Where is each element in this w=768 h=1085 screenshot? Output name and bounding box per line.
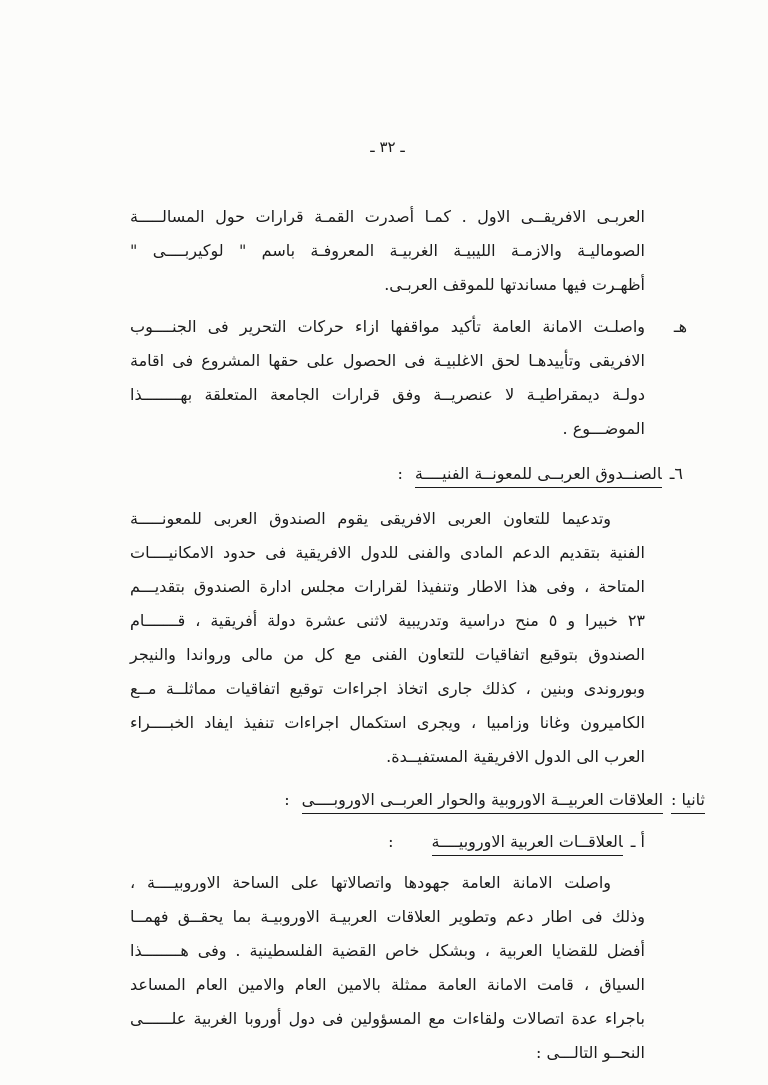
heading-title: العلاقات العربيــة الاوروبية والحوار العربــى الاوروبــــى <box>302 790 663 814</box>
paragraph <box>130 200 645 302</box>
text-line: الفنية بتقديم الدعم المادى والفنى للدول الافريقية فى حدود الامكانيــــات <box>130 543 645 562</box>
text-line: باجراء عدة اتصالات ولقاءات مع المسؤولين فى دول أوروبا الغربية علــــــى <box>130 1009 645 1028</box>
text-line: وتدعيما للتعاون العربى الافريقى يقوم الصندوق العربى للمعونـــــة <box>130 509 611 528</box>
text-line: العربـى الافريقــى الاول . كمـا أصدرت القمـة قرارات حول المسالـــــة <box>130 207 645 226</box>
paragraph <box>130 866 645 1070</box>
text-line: المتاحة ، وفى هذا الاطار وتنفيذا لقرارات مجلس ادارة الصندوق بتقديـــم <box>130 577 645 596</box>
heading-letter: أ ـ <box>630 832 645 851</box>
text-line: أفضل للقضايا العربية ، وبشكل خاص القضية الفلسطينية . وفى هــــــــذا <box>130 941 645 960</box>
text-line: الافريقى وتأييدهـا لحق الاغلبيـة فى الحصول على حقها المشروع فى اقامة <box>130 351 645 370</box>
text-line: العرب الى الدول الافريقية المستفيــدة. <box>386 747 645 766</box>
list-item-marker: هـ <box>673 317 687 336</box>
text-line: وبوروندى وبنين ، كذلك جارى اتخاذ اجراءات توقيع اتفاقيات مماثلــة مــع <box>130 679 645 698</box>
text-line: الصندوق بتوقيع اتفاقيات للتعاون الفنى مع كل من مالى ورواندا والنيجر <box>130 645 645 664</box>
heading-colon: : <box>284 790 290 809</box>
text-line: الصوماليـة والازمـة الليبيـة الغربيـة المعروفـة باسم " لوكيربــــى " <box>130 241 645 260</box>
text-line: واصلـت الامانة العامة تأكيد مواقفها ازاء حركات التحرير فى الجنــــوب <box>130 317 645 336</box>
text-line: دولـة ديمقراطيـة لا عنصريــة وفق قرارات الجامعة المتعلقة بهــــــــذا <box>130 385 645 404</box>
text-line: الكاميرون وغانا وزامبيا ، ويجرى استكمال اجراءات تنفيذ ايفاد الخبــــراء <box>130 713 645 732</box>
heading-marker: ثانيا : <box>671 790 705 814</box>
page-number: ـ ٣٢ ـ <box>370 138 405 156</box>
heading-colon: : <box>397 464 403 483</box>
heading-colon: : <box>388 832 394 851</box>
subsection-heading-a <box>130 824 645 860</box>
section-heading-fund <box>130 456 683 492</box>
text-line: واصلت الامانة العامة جهودها واتصالاتها على الساحة الاوروبيــــة ، <box>130 873 611 892</box>
section-heading-second <box>130 782 705 818</box>
heading-title: العلاقــات العربية الاوروبيــــة <box>432 832 623 856</box>
text-line: ٢٣ خبيرا و ٥ منح دراسية وتدريبية لاثنى عشرة دولة أفريقية ، قـــــــام <box>130 611 645 630</box>
text-line: الموضـــوع . <box>562 419 645 438</box>
heading-number: ٦ـ <box>669 464 683 483</box>
list-item <box>130 310 687 446</box>
text-line: أظهـرت فيها مساندتها للموقف العربـى. <box>384 275 645 294</box>
heading-title: الصنــدوق العربــى للمعونــة الفنيــــة <box>415 464 662 488</box>
text-line: وذلك فى اطار دعم وتطوير العلاقات العربيـة الاوروبيـة بما يحقــق فهمــا <box>130 907 645 926</box>
text-line: النحــو التالـــى : <box>536 1043 645 1062</box>
text-line: السياق ، قامت الامانة العامة ممثلة بالامين العام والامين العام المساعد <box>130 975 645 994</box>
paragraph <box>130 502 645 774</box>
document-body <box>130 200 705 1078</box>
